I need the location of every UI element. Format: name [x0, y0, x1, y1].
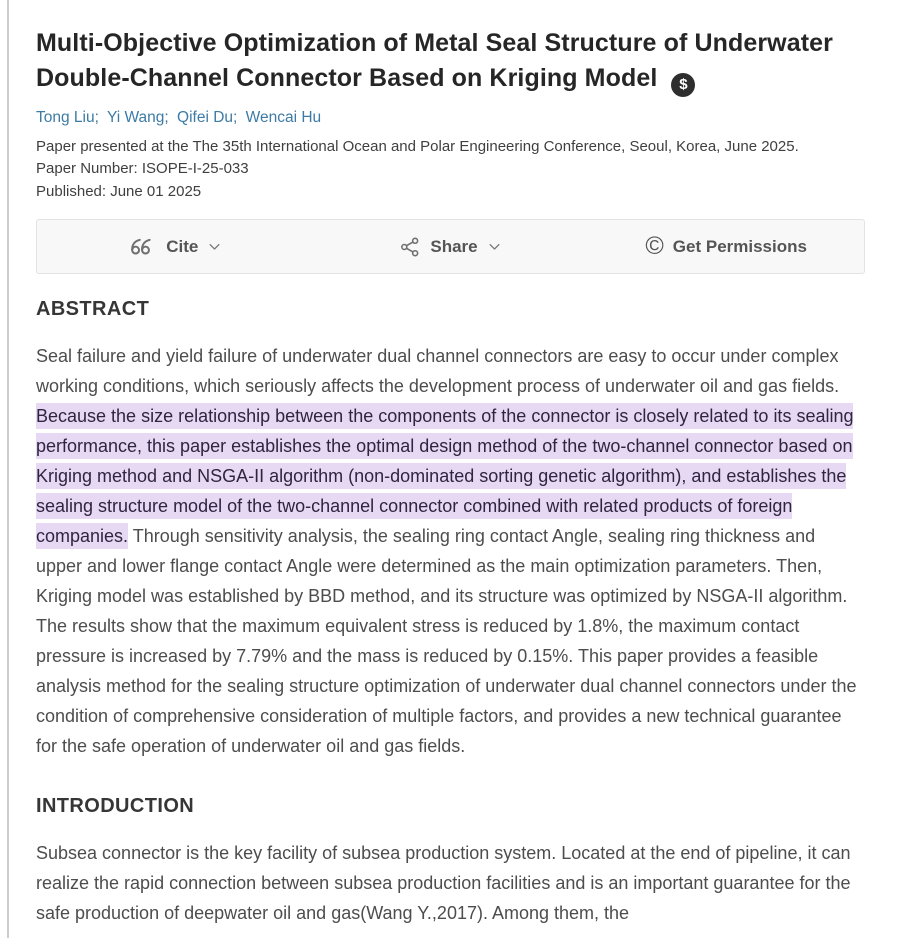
get-permissions-button-label: Get Permissions — [672, 236, 807, 256]
author-link[interactable]: Yi Wang — [106, 108, 165, 126]
chevron-down-icon — [207, 239, 222, 254]
paper-title — [36, 26, 865, 97]
published-line: Published: June 01 2025 — [36, 182, 202, 200]
author-link[interactable]: Qifei Du — [177, 108, 234, 126]
cite-quote-icon — [127, 236, 157, 258]
author-list — [36, 109, 865, 127]
paper-number-line: Paper Number: ISOPE-I-25-033 — [36, 160, 249, 177]
highlighted-text: Because the size relationship between the components of the connector is closely related to its sealing performance, this paper establishes the optimal design method of the two-channel connector based on Kriging method and NSGA-II algorithm (non-dominated sorting genetic algorithm), and establishes the sealing structure model of the two-channel connector combined with related products of foreign companies. — [36, 403, 853, 549]
author-separator: ; — [94, 108, 99, 126]
introduction-heading: INTRODUCTION — [36, 795, 195, 817]
actions-toolbar — [36, 219, 865, 274]
introduction-paragraph: Subsea connector is the key facility of subsea production system. Located at the end of pipeline, it can realize the rapid connection between subsea production facilities and is an important guarantee for the safe production of deepwater oil and gas(Wang Y.,2017). Among them, the — [36, 843, 851, 923]
abstract-heading: ABSTRACT — [36, 298, 150, 320]
presented-at-line: Paper presented at the The 35th International Ocean and Polar Engineering Conference, Seoul, Korea, June 2025. — [36, 137, 799, 155]
author-link[interactable]: Wencai Hu — [245, 108, 322, 126]
paper-meta — [36, 136, 865, 204]
chevron-down-icon — [487, 239, 502, 254]
paper-title-text: Multi-Objective Optimization of Metal Seal Structure of Underwater Double-Channel Connector Based on Kriging Model — [36, 29, 833, 92]
share-button-label: Share — [430, 236, 478, 256]
paid-content-icon: $ — [671, 73, 695, 97]
share-nodes-icon — [399, 236, 421, 258]
abstract-text-after-highlight: Through sensitivity analysis, the sealing ring contact Angle, sealing ring thickness and upper and lower flange contact Angle were determined as the main optimization parameters. Then, Kriging model was established by BBD method, and its structure was optimized by NSGA-II algorithm. The results show that the maximum equivalent stress is reduced by 1.8%, the maximum contact pressure is increased by 7.79% and the mass is reduced by 0.15%. This paper provides a feasible analysis method for the sealing structure optimization of underwater dual channel connectors under the condition of comprehensive consideration of multiple factors, and provides a new technical guarantee for the safe operation of underwater oil and gas fields. — [36, 526, 857, 756]
paper-page — [36, 0, 865, 928]
left-divider — [7, 0, 9, 938]
abstract-text-before-highlight: Seal failure and yield failure of underwater dual channel connectors are easy to occur under complex working conditions, which seriously affects the development process of underwater oil and gas fields. — [36, 346, 840, 396]
author-link[interactable]: Tong Liu — [36, 108, 95, 126]
get-permissions-button[interactable] — [588, 234, 864, 259]
cite-button[interactable] — [37, 236, 313, 258]
share-button[interactable] — [313, 236, 589, 258]
cite-button-label: Cite — [166, 236, 199, 256]
abstract-paragraph — [36, 341, 865, 761]
author-separator: ; — [164, 108, 169, 126]
copyright-icon: © — [645, 232, 664, 260]
author-separator: ; — [233, 108, 238, 126]
